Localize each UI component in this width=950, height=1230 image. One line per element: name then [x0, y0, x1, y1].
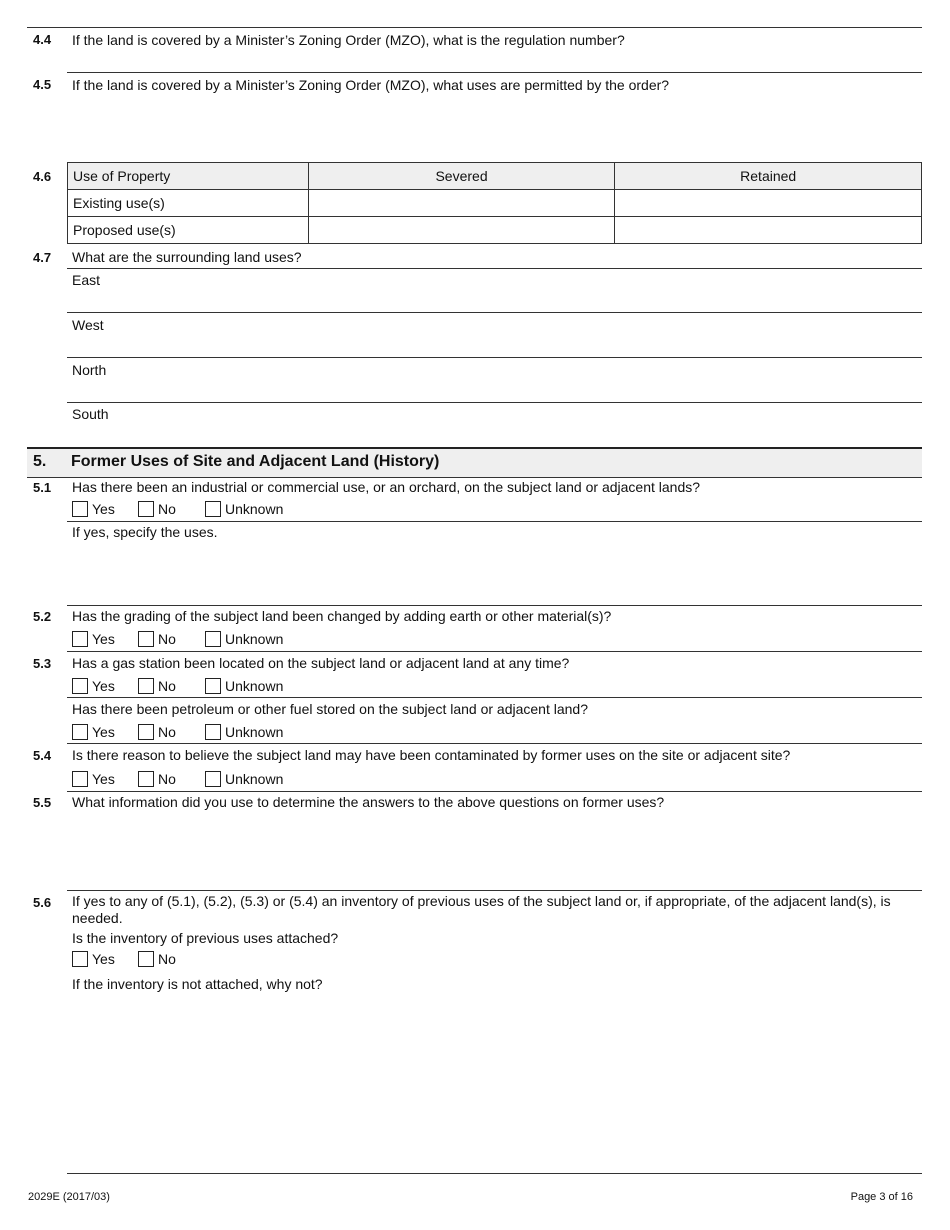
unknown-option[interactable]: [205, 501, 283, 517]
question-number: 4.5: [33, 77, 52, 92]
checkbox[interactable]: [138, 631, 154, 647]
checkbox[interactable]: [72, 951, 88, 967]
question-5-3-text: Has a gas station been located on the subject land or adjacent land at any time?: [72, 655, 570, 671]
checkbox[interactable]: [138, 678, 154, 694]
proposed-severed-field[interactable]: [308, 217, 615, 244]
table-header-severed: Severed: [308, 163, 615, 190]
section-number: 5.: [33, 453, 47, 470]
divider: [67, 651, 922, 652]
question-number: 5.2: [33, 609, 52, 624]
question-4-7-text: What are the surrounding land uses?: [72, 249, 302, 265]
yes-option[interactable]: [72, 771, 115, 787]
checkbox[interactable]: [205, 501, 221, 517]
question-5-4-text: Is there reason to believe the subject land may have been contaminated by former uses on the site or adjacent site?: [72, 747, 791, 763]
divider: [67, 312, 922, 313]
checkbox[interactable]: [138, 951, 154, 967]
question-5-6-text: If yes to any of (5.1), (5.2), (5.3) or (5.4) an inventory of previous uses of the subject land or, if appropriate, of the adjacent land(s), is needed.: [72, 893, 891, 926]
table-header-use-of-property: Use of Property: [68, 163, 309, 190]
no-option[interactable]: [138, 724, 176, 740]
option-label: Unknown: [225, 678, 284, 694]
checkbox[interactable]: [138, 771, 154, 787]
table-header-row: [68, 163, 922, 190]
divider: [67, 1173, 922, 1174]
question-5-1-followup: If yes, specify the uses.: [72, 524, 218, 540]
option-label: Unknown: [225, 771, 284, 787]
divider: [67, 605, 922, 606]
unknown-option[interactable]: [205, 678, 283, 694]
question-5-6-text-2: Is the inventory of previous uses attached?: [72, 930, 339, 946]
checkbox[interactable]: [205, 771, 221, 787]
option-label: No: [158, 724, 176, 740]
checkbox[interactable]: [72, 631, 88, 647]
option-label: Yes: [92, 678, 115, 694]
option-label: Yes: [92, 631, 115, 647]
option-label: Unknown: [225, 724, 284, 740]
question-5-6-text-3: If the inventory is not attached, why not?: [72, 976, 323, 992]
checkbox[interactable]: [72, 678, 88, 694]
row-label-proposed-uses: Proposed use(s): [68, 217, 309, 244]
checkbox[interactable]: [138, 724, 154, 740]
yes-option[interactable]: [72, 678, 115, 694]
checkbox[interactable]: [72, 724, 88, 740]
checkbox[interactable]: [205, 724, 221, 740]
existing-severed-field[interactable]: [308, 190, 615, 217]
option-label: No: [158, 631, 176, 647]
use-of-property-table: [67, 162, 922, 244]
divider: [27, 27, 922, 28]
question-number: 5.3: [33, 656, 52, 671]
page-number: Page 3 of 16: [850, 1191, 913, 1203]
yes-option[interactable]: [72, 501, 115, 517]
question-number: 4.4: [33, 32, 52, 47]
checkbox[interactable]: [72, 771, 88, 787]
question-5-1-text: Has there been an industrial or commercial use, or an orchard, on the subject land or adjacent lands?: [72, 479, 701, 495]
option-label: No: [158, 678, 176, 694]
yes-option[interactable]: [72, 724, 115, 740]
option-label: No: [158, 501, 176, 517]
unknown-option[interactable]: [205, 724, 283, 740]
divider: [67, 268, 922, 269]
question-4-5-text: If the land is covered by a Minister’s Zoning Order (MZO), what uses are permitted by the order?: [72, 77, 670, 93]
direction-north-label: North: [72, 362, 107, 378]
unknown-option[interactable]: [205, 631, 283, 647]
option-label: Unknown: [225, 631, 284, 647]
question-5-2-text: Has the grading of the subject land been changed by adding earth or other material(s)?: [72, 608, 612, 624]
no-option[interactable]: [138, 678, 176, 694]
question-number: 5.6: [33, 895, 52, 910]
existing-retained-field[interactable]: [615, 190, 922, 217]
table-row: [68, 217, 922, 244]
checkbox[interactable]: [72, 501, 88, 517]
table-header-retained: Retained: [615, 163, 922, 190]
option-label: No: [158, 771, 176, 787]
option-label: Yes: [92, 771, 115, 787]
no-option[interactable]: [138, 771, 176, 787]
divider: [67, 743, 922, 744]
section-title: Former Uses of Site and Adjacent Land (History): [71, 453, 440, 470]
option-label: Yes: [92, 724, 115, 740]
table-row: [68, 190, 922, 217]
option-label: Yes: [92, 951, 115, 967]
checkbox[interactable]: [205, 631, 221, 647]
question-number: 5.4: [33, 748, 52, 763]
row-label-existing-uses: Existing use(s): [68, 190, 309, 217]
no-option[interactable]: [138, 631, 176, 647]
divider: [67, 72, 922, 73]
section-5-header: [27, 447, 922, 478]
divider: [67, 402, 922, 403]
option-label: Yes: [92, 501, 115, 517]
direction-west-label: West: [72, 317, 104, 333]
yes-option[interactable]: [72, 951, 115, 967]
yes-option[interactable]: [72, 631, 115, 647]
divider: [67, 791, 922, 792]
question-5-3-text-2: Has there been petroleum or other fuel stored on the subject land or adjacent land?: [72, 701, 588, 717]
divider: [67, 890, 922, 891]
proposed-retained-field[interactable]: [615, 217, 922, 244]
question-4-4-text: If the land is covered by a Minister’s Zoning Order (MZO), what is the regulation number?: [72, 32, 625, 48]
divider: [67, 521, 922, 522]
question-number: 5.1: [33, 480, 52, 495]
question-number: 4.7: [33, 250, 52, 265]
question-number: 4.6: [33, 169, 52, 184]
question-number: 5.5: [33, 795, 52, 810]
question-5-5-text: What information did you use to determine the answers to the above questions on former uses?: [72, 794, 665, 810]
divider: [67, 697, 922, 698]
option-label: Unknown: [225, 501, 284, 517]
option-label: No: [158, 951, 176, 967]
unknown-option[interactable]: [205, 771, 283, 787]
form-id: 2029E (2017/03): [28, 1191, 110, 1203]
checkbox[interactable]: [138, 501, 154, 517]
checkbox[interactable]: [205, 678, 221, 694]
divider: [67, 357, 922, 358]
direction-east-label: East: [72, 272, 101, 288]
direction-south-label: South: [72, 406, 109, 422]
no-option[interactable]: [138, 951, 176, 967]
no-option[interactable]: [138, 501, 176, 517]
